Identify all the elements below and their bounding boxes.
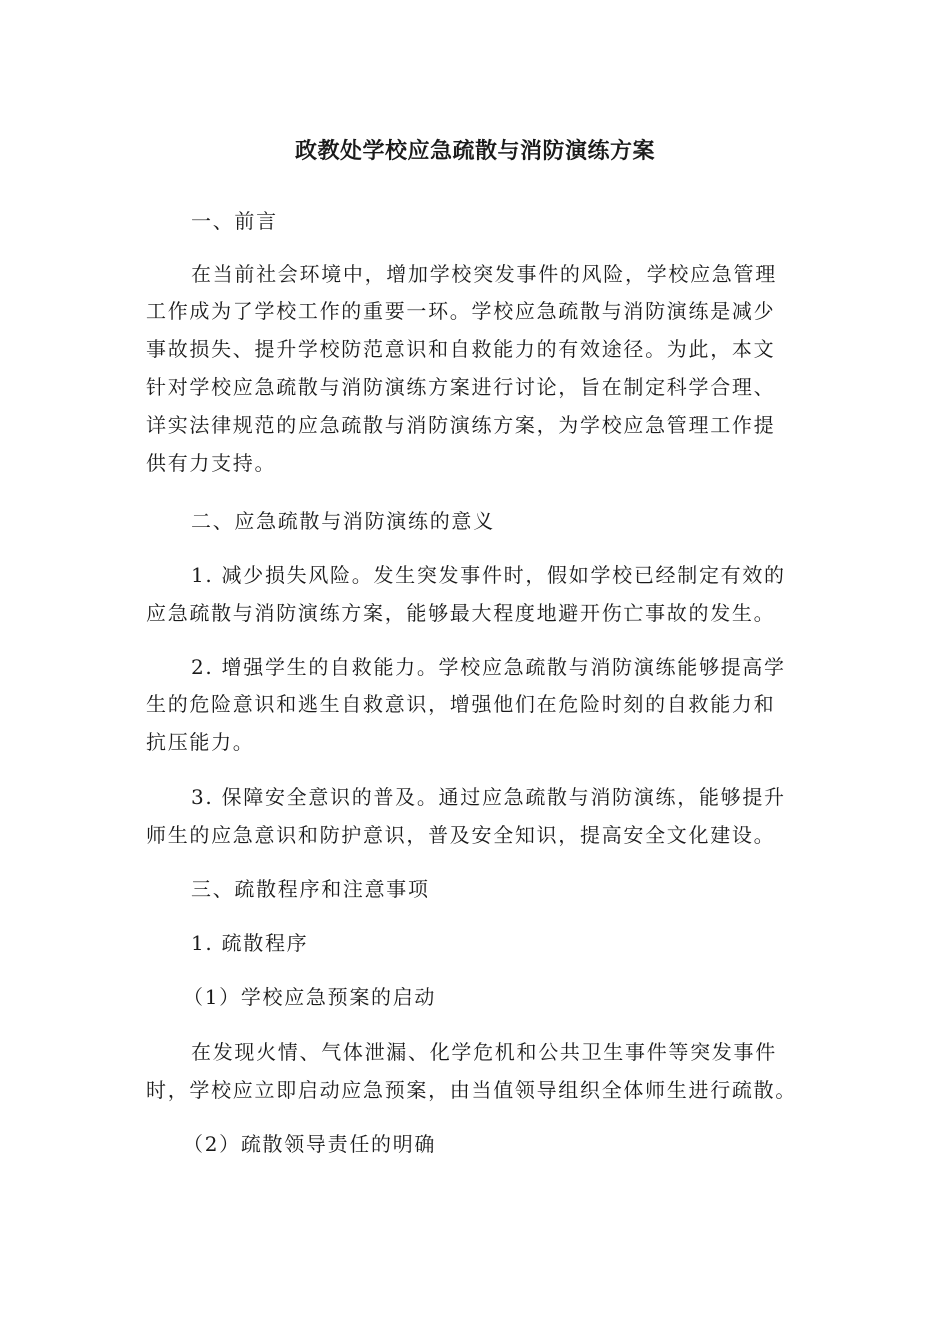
list-item-line: 1. 减少损失风险。发生突发事件时，假如学校已经制定有效的 [191, 563, 786, 587]
subheading-item: （1）学校应急预案的启动 [183, 985, 437, 1009]
section-heading-evacuation: 三、疏散程序和注意事项 [191, 877, 430, 901]
paragraph-line: 工作成为了学校工作的重要一环。学校应急疏散与消防演练是减少 [146, 299, 776, 323]
paragraph-line: 在发现火情、气体泄漏、化学危机和公共卫生事件等突发事件 [191, 1040, 777, 1064]
paragraph-line: 在当前社会环境中，增加学校突发事件的风险，学校应急管理 [191, 262, 777, 286]
document-title: 政教处学校应急疏散与消防演练方案 [294, 139, 655, 164]
paragraph-line: 详实法律规范的应急疏散与消防演练方案，为学校应急管理工作提 [146, 413, 776, 437]
list-item-line: 师生的应急意识和防护意识，普及安全知识，提高安全文化建设。 [146, 823, 776, 847]
list-item-line: 2. 增强学生的自救能力。学校应急疏散与消防演练能够提高学 [191, 655, 786, 679]
paragraph-line: 事故损失、提升学校防范意识和自救能力的有效途径。为此，本文 [146, 337, 776, 361]
list-item-line: 应急疏散与消防演练方案，能够最大程度地避开伤亡事故的发生。 [146, 601, 776, 625]
list-item-line: 生的危险意识和逃生自救意识，增强他们在危险时刻的自救能力和 [146, 692, 776, 716]
list-item-line: 抗压能力。 [146, 730, 255, 754]
paragraph-line: 时，学校应立即启动应急预案，由当值领导组织全体师生进行疏散。 [146, 1078, 797, 1102]
subheading-procedure: 1. 疏散程序 [191, 931, 309, 955]
section-heading-significance: 二、应急疏散与消防演练的意义 [191, 509, 495, 533]
list-item-line: 3. 保障安全意识的普及。通过应急疏散与消防演练，能够提升 [191, 785, 786, 809]
paragraph-line: 针对学校应急疏散与消防演练方案进行讨论，旨在制定科学合理、 [146, 375, 776, 399]
section-heading-preface: 一、前言 [191, 209, 278, 233]
paragraph-line: 供有力支持。 [146, 451, 277, 475]
subheading-item: （2）疏散领导责任的明确 [183, 1132, 437, 1156]
